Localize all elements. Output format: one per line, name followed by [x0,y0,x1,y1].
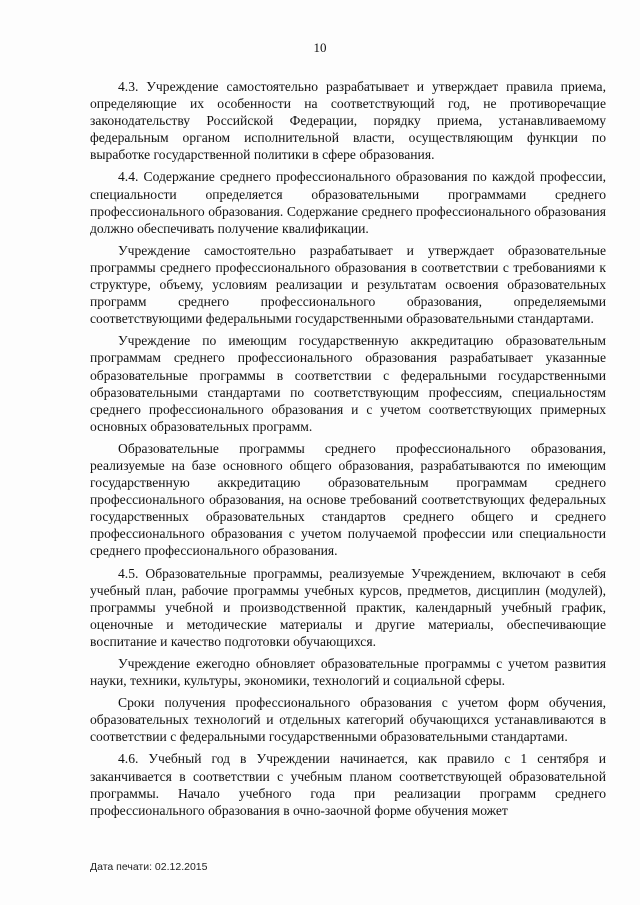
paragraph-4-4: 4.4. Содержание среднего профессионального образования по каждой профессии, специальности определяется образовательными программами среднего профессионального образования. Содержание среднего профессионального образования должно обеспечивать получение квалификации. [90,169,606,236]
print-date: Дата печати: 02.12.2015 [90,861,208,873]
page-number: 10 [313,40,327,55]
paragraph-4-6: 4.6. Учебный год в Учреждении начинается, как правило с 1 сентября и заканчивается в соответствии с учебным планом соответствующей образовательной программы. Начало учебного года при реализации программ среднего профессионального образования в очно-заочной форме обучения может [90,751,606,818]
paragraph-accredited-programs: Учреждение по имеющим государственную аккредитацию образовательным программам среднего профессионального образования разрабатывает указанные образовательные программы в соответствии с федеральными государственными образовательными стандартами по соответствующим профессиям, специальностям среднего профессионального образования и с учетом соответствующих примерных основных образовательных программ. [90,333,606,434]
paragraph-basic-education-programs: Образовательные программы среднего профессионального образования, реализуемые на базе основного общего образования, разрабатываются по имеющим государственную аккредитацию образовательным программам среднего профессионального образования, на основе требований соответствующих федеральных государственных образовательных стандартов среднего общего и среднего профессионального образования с учетом получаемой профессии или специальности среднего профессионального образования. [90,440,606,559]
paragraph-annual-update: Учреждение ежегодно обновляет образовательные программы с учетом развития науки, техники, культуры, экономики, технологий и социальной сферы. [90,656,606,689]
paragraph-4-3: 4.3. Учреждение самостоятельно разрабатывает и утверждает правила приема, определяющие их особенности на соответствующий год, не противоречащие законодательству Российской Федерации, порядку приема, устанавливаемому федеральным органом исполнительной власти, осуществляющим функции по выработке государственной политики в сфере образования. [90,79,606,163]
paragraph-study-terms: Сроки получения профессионального образования с учетом форм обучения, образовательных технологий и отдельных категорий обучающихся устанавливаются в соответствии с федеральными государственными образовательными стандартами. [90,695,606,745]
paragraph-4-5: 4.5. Образовательные программы, реализуемые Учреждением, включают в себя учебный план, рабочие программы учебных курсов, предметов, дисциплин (модулей), программы учебной и производственной практик, календарный учебный график, оценочные и методические материалы и другие материалы, обеспечивающие воспитание и качество подготовки обучающихся. [90,565,606,649]
paragraph-program-development: Учреждение самостоятельно разрабатывает и утверждает образовательные программы среднего профессионального образования в соответствии с требованиями к структуре, объему, условиям реализации и результатам освоения образовательных программ среднего профессионального образования, определяемыми соответствующими федеральными государственными образовательными стандартами. [90,242,606,327]
document-body [90,78,606,822]
